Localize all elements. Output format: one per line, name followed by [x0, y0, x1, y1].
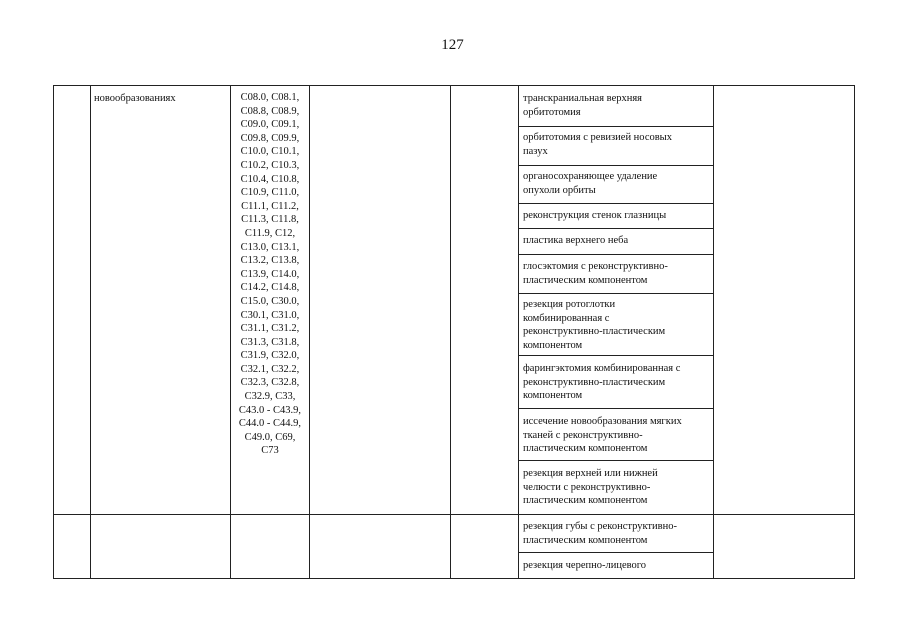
method-line: иссечение новообразования мягких: [523, 416, 682, 427]
icd-code-line: C49.0, C69,: [244, 431, 296, 443]
method-line: пластика верхнего неба: [523, 235, 629, 246]
icd-code-line: C14.2, C14.8,: [240, 282, 300, 294]
method-divider: [518, 165, 714, 166]
method-divider: [518, 293, 714, 294]
method-cell: [523, 362, 709, 403]
column-divider: [90, 86, 91, 578]
method-cell: [523, 415, 709, 456]
icd-code-line: C09.8, C09.9,: [240, 132, 300, 144]
method-line: фарингэктомия комбинированная с: [523, 363, 681, 374]
row-divider: [54, 514, 854, 515]
icd-code-line: C13.9, C14.0,: [240, 268, 300, 280]
diagnosis-text: новообразованиях: [94, 93, 176, 104]
method-line: компонентом: [523, 339, 583, 351]
icd-code-line: C10.2, C10.3,: [240, 159, 300, 171]
method-line: резекция ротоглотки: [523, 299, 616, 310]
method-line: пластическим компонентом: [523, 534, 648, 546]
icd-codes-cell: [232, 91, 308, 458]
method-cell: [523, 260, 709, 287]
icd-code-line: C31.1, C31.2,: [240, 323, 300, 335]
method-line: пластическим компонентом: [523, 274, 648, 286]
column-divider: [230, 86, 231, 578]
method-cell: [523, 131, 709, 158]
column-divider: [518, 86, 519, 578]
method-cell: [523, 559, 709, 573]
method-line: реконструктивно-пластическим: [523, 326, 666, 338]
column-divider: [713, 86, 714, 578]
icd-code-line: C44.0 - C44.9,: [238, 418, 302, 430]
icd-code-line: C11.9, C12,: [244, 227, 296, 239]
method-divider: [518, 203, 714, 204]
method-line: органосохраняющее удаление: [523, 171, 658, 182]
icd-code-line: C43.0 - C43.9,: [238, 404, 302, 416]
method-cell: [523, 467, 709, 508]
method-line: транскраниальная верхняя: [523, 93, 643, 104]
icd-code-line: C30.1, C31.0,: [240, 309, 300, 321]
method-cell: [523, 234, 709, 248]
icd-code-line: C32.1, C32.2,: [240, 363, 300, 375]
method-line: пазух: [523, 145, 548, 157]
column-divider: [450, 86, 451, 578]
method-line: компонентом: [523, 390, 583, 402]
page-number: 127: [441, 37, 464, 53]
method-divider: [518, 355, 714, 356]
icd-code-line: C08.8, C08.9,: [240, 105, 300, 117]
method-line: пластическим компонентом: [523, 495, 648, 507]
icd-code-line: C15.0, C30.0,: [240, 295, 300, 307]
icd-code-line: C10.0, C10.1,: [240, 146, 300, 158]
icd-code-line: C13.2, C13.8,: [240, 255, 300, 267]
method-line: реконструкция стенок глазницы: [523, 210, 667, 221]
icd-code-line: C31.9, C32.0,: [240, 350, 300, 362]
icd-code-line: C09.0, C09.1,: [240, 119, 300, 131]
method-cell: [523, 92, 709, 119]
method-line: челюсти с реконструктивно-: [523, 481, 651, 493]
icd-code-line: C11.3, C11.8,: [241, 214, 299, 226]
method-line: резекция черепно-лицевого: [523, 560, 647, 571]
method-cell: [523, 209, 709, 223]
method-line: пластическим компонентом: [523, 443, 648, 455]
icd-code-line: C73: [261, 445, 279, 457]
icd-code-line: C32.3, C32.8,: [240, 377, 300, 389]
method-line: реконструктивно-пластическим: [523, 376, 666, 388]
method-line: комбинированная с: [523, 312, 610, 324]
method-divider: [518, 126, 714, 127]
method-cell: [523, 520, 709, 547]
method-divider: [518, 254, 714, 255]
method-line: орбитотомия: [523, 106, 581, 118]
column-divider: [309, 86, 310, 578]
method-line: орбитотомия с ревизией носовых: [523, 132, 672, 143]
method-divider: [518, 228, 714, 229]
icd-code-line: C10.4, C10.8,: [240, 173, 300, 185]
method-cell: [523, 170, 709, 197]
method-line: резекция губы с реконструктивно-: [523, 521, 677, 532]
method-divider: [518, 408, 714, 409]
icd-code-line: C13.0, C13.1,: [240, 241, 300, 253]
icd-code-line: C11.1, C11.2,: [241, 200, 299, 212]
method-line: глосэктомия с реконструктивно-: [523, 261, 668, 272]
medical-care-table: [53, 85, 855, 579]
method-line: тканей с реконструктивно-: [523, 429, 643, 441]
method-divider: [518, 460, 714, 461]
method-cell: [523, 298, 709, 352]
method-divider: [518, 552, 714, 553]
icd-code-line: C10.9, C11.0,: [240, 187, 300, 199]
method-line: опухоли орбиты: [523, 184, 596, 196]
icd-code-line: C32.9, C33,: [244, 391, 296, 403]
method-line: резекция верхней или нижней: [523, 468, 658, 479]
icd-code-line: C31.3, C31.8,: [240, 336, 300, 348]
icd-code-line: C08.0, C08.1,: [240, 92, 300, 103]
